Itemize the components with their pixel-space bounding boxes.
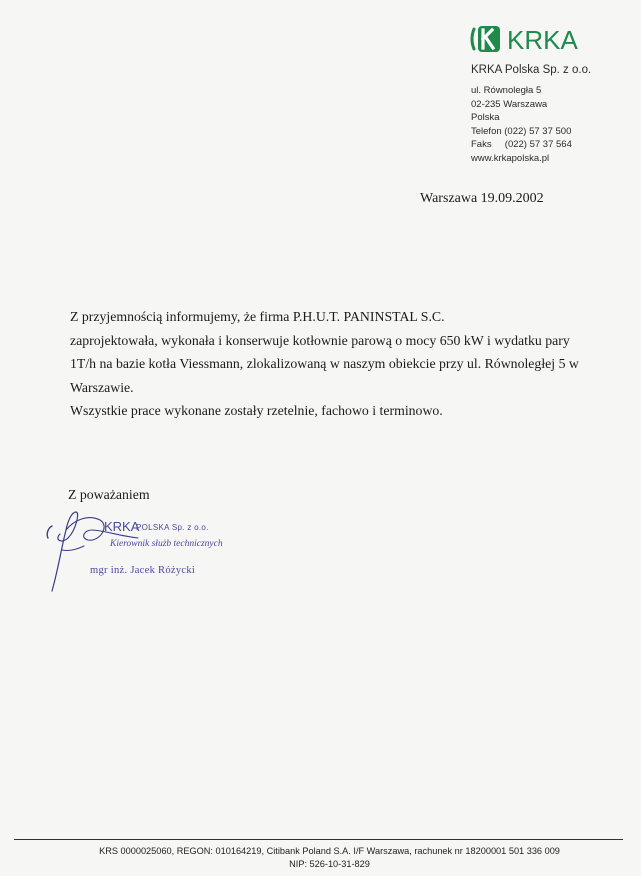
address-street: ul. Równoległa 5 <box>471 85 542 96</box>
footer-divider <box>14 839 623 840</box>
footer-tax-id: NIP: 526-10-31-829 <box>289 858 370 869</box>
sender-address <box>471 64 591 165</box>
sender-company: KRKA Polska Sp. z o.o. <box>471 64 592 76</box>
krka-logo <box>470 22 590 58</box>
address-fax: Faks (022) 57 37 564 <box>471 139 572 150</box>
body-line: 1T/h na bazie kotła Viessmann, zlokalizowaną w naszym obiekcie przy ul. Równoległej 5 w <box>70 356 579 371</box>
body-line: zaprojektowała, wykonała i konserwuje kotłownie parową o mocy 650 kW i wydatku pary <box>70 332 570 348</box>
body-line: Z przyjemnością informujemy, że firma P.H.U.T. PANINSTAL S.C. <box>70 309 445 324</box>
logo-text: KRKA <box>507 25 578 55</box>
letter-closing: Z poważaniem <box>68 487 150 502</box>
krka-logo-mark-icon <box>470 24 502 54</box>
stamp-company: POLSKA Sp. z o.o. <box>136 523 209 532</box>
footer-registration: KRS 0000025060, REGON: 010164219, Citibank Poland S.A. I/F Warszawa, rachunek nr 18200001 501 336 009 <box>99 846 560 856</box>
footer <box>0 845 641 870</box>
body-line: Warszawie. <box>70 379 134 395</box>
address-country: Polska <box>471 112 500 123</box>
body-line: Wszystkie prace wykonane zostały rzetelnie, fachowo i terminowo. <box>70 403 443 418</box>
letter-body <box>70 305 590 423</box>
address-city: 02-235 Warszawa <box>471 98 548 110</box>
stamp-name: mgr inż. Jacek Różycki <box>90 565 196 576</box>
handwritten-signature-icon <box>40 490 240 595</box>
company-stamp <box>40 490 240 595</box>
stamp-logo-text: KRKA <box>104 519 140 534</box>
letter-date: Warszawa 19.09.2002 <box>420 191 544 206</box>
stamp-department: Kierownik służb technicznych <box>110 539 223 549</box>
address-phone: Telefon (022) 57 37 500 <box>471 125 572 137</box>
address-website: www.krkapolska.pl <box>471 152 550 164</box>
